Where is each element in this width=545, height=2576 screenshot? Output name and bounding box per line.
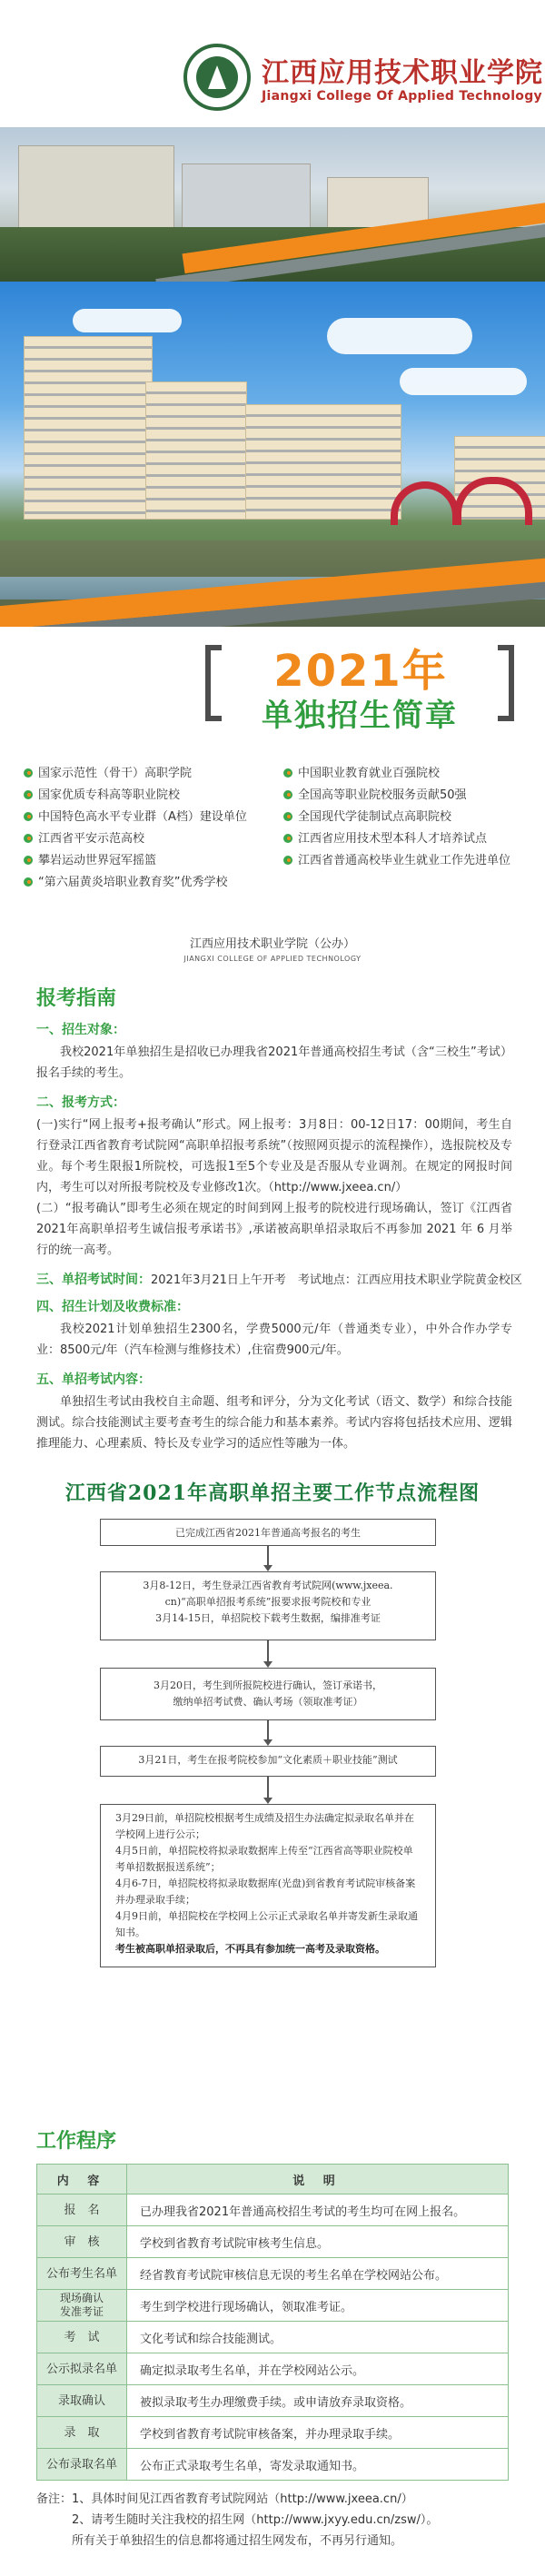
bullet-icon [24,812,33,821]
honor-item: 国家示范性（骨干）高职学院 [24,763,192,780]
table-header-desc: 说 明 [127,2165,509,2195]
guide-paragraph: 我校2021年单独招生是招收已办理我省2021年普通高校招生考试（含“三校生”考试）报名手续的考生。 [36,1045,512,1080]
honor-item: 江西省普通高校毕业生就业工作先进单位 [283,850,510,867]
table-row: 考 试 文化考试和综合技能测试。 [37,2322,509,2353]
flow-arrow [267,1546,269,1570]
table-row: 录 取 学校到省教育考试院审核备案，并办理录取手续。 [37,2417,509,2449]
guide-paragraph: 我校2021计划单独招生2300名，学费5000元/年（普通类专业），中外合作办学专业：8500元/年（汽车检测与维修技术）,住宿费900元/年。 [36,1323,512,1357]
bullet-icon [24,768,33,778]
guide-paragraph: 单独招生考试由我校自主命题、组考和评分，分为文化考试（语文、数学）和综合技能测试。综合技能测试主要考查考生的综合能力和基本素养。考试内容将包括技术应用、逻辑推理能力、心理素质、特长及专业学习的适应性等融为一体。 [36,1395,512,1451]
honor-item: 国家优质专科高等职业院校 [24,785,180,802]
publisher [0,917,545,972]
bullet-icon [24,790,33,799]
bullet-icon [283,856,292,865]
honor-item: 江西省应用技术型本科人才培养试点 [283,828,487,846]
table-header-row [37,2165,509,2195]
publisher-en: JIANGXI COLLEGE OF APPLIED TECHNOLOGY [183,955,362,963]
honor-item: 全国现代学徒制试点高职院校 [283,807,451,824]
table-row: 公示拟录名单 确定拟录取考生名单，并在学校网站公示。 [37,2353,509,2385]
bullet-icon [283,768,292,778]
campus-photo-main [0,282,545,627]
guide-section-heading: 三、单招考试时间：2021年3月21日上午开考 考试地点：江西应用技术职业学院黄金校区 [36,1273,522,1287]
table-row: 审 核 学校到省教育考试院审核考生信息。 [37,2226,509,2258]
table-row: 公布考生名单 经省教育考试院审核信息无误的考生名单在学校网站公布。 [37,2258,509,2290]
guide-paragraph: (二）“报考确认”即考生必须在规定的时间到网上报考的院校进行现场确认，签订《江西省 2021年高职单招考生诚信报考承诺书》,承诺被高职单招录取后不再参加 2021 年 6 月举行的统一高考。 [36,1202,512,1257]
title-year: 2021年 [273,646,448,697]
school-logo [183,44,251,111]
header [0,0,545,127]
bullet-icon [24,856,33,865]
flow-arrow [267,1777,269,1802]
flow-node-admission: 3月29日前，单招院校根据考生成绩及招生办法确定拟录取名单并在学校网上进行公示； 4月5日前，单招院校将拟录取数据库上传至“江西省高等职业院校单考单招数据报送系统”； 4月6-7日，单招院校将拟录取数据库(光盘)到省教育考试院审核备案并办理录取手续； 4月9日前，单招院校在学校网上公示正式录取名单并寄发新生录取通知书。 考生被高职单招录取后，不再具有参加统一高考及录取资格。 [100,1804,436,1967]
application-guide [0,972,545,1454]
table-row: 录取确认 被拟录取考生办理缴费手续。或申请放弃录取资格。 [37,2385,509,2417]
guide-section-heading: 一、招生对象： [36,1023,125,1037]
publisher-cn: 江西应用技术职业学院（公办） [189,937,355,951]
table-row: 报 名 已办理我省2021年普通高校招生考试的考生均可在网上报名。 [37,2195,509,2226]
flow-arrow [267,1640,269,1666]
note-line: 2、请考生随时关注我校的招生网（http://www.jxyy.edu.cn/zsw/）。 [36,2513,439,2527]
title-bracket-left [205,645,222,721]
guide-section-heading: 五、单招考试内容： [36,1372,151,1387]
guide-section-heading: 四、招生计划及收费标准： [36,1300,189,1314]
bullet-icon [283,790,292,799]
campus-photo-top [0,127,545,282]
exam-time-text: 2021年3月21日上午开考 考试地点：江西应用技术职业学院黄金校区 [151,1273,522,1287]
table-row: 现场确认 发准考证 考生到学校进行现场确认，领取准考证。 [37,2290,509,2322]
flow-node-exam: 3月21日，考生在报考院校参加“文化素质＋职业技能”测试 [100,1746,436,1777]
guide-paragraph: (一)实行“网上报考+报考确认”形式。网上报考：3月8日：00-12日17：00期间，考生自行登录江西省教育考试院网“高职单招报考系统”（按照网页提示的流程操作），选报院校及专业。每个考生限报1所院校，可选报1至5个专业及是否服从专业调剂。在规定的网报时间内，考生可以对所报考院校及专业修改1次。（http://www.jxeea.cn/） [36,1118,512,1194]
bullet-icon [283,812,292,821]
honor-item: 江西省平安示范高校 [24,828,144,846]
school-name-cn: 江西应用技术职业学院 [262,57,543,89]
procedure-title: 工作程序 [36,2130,117,2153]
school-name-en: Jiangxi College Of Applied Technology [262,89,542,104]
note-line: 备注：1、具体时间见江西省教育考试院网站（http://www.jxeea.cn/） [36,2492,413,2506]
flow-node-online-apply: 3月8-12日，考生登录江西省教育考试院网(www.jxeea. cn)“高职单招报考系统”报要求报考院校和专业 3月14-15日，单招院校下载考生数据，编排准考证 [100,1571,436,1640]
flow-node-confirm: 3月20日，考生到所报院校进行确认，签订承诺书， 缴纳单招考试费、确认考场（领取准考证） [100,1668,436,1720]
honor-item: 攀岩运动世界冠军摇篮 [24,850,156,867]
honors-list [0,763,545,917]
brochure-title [0,627,545,763]
title-subtitle: 单独招生简章 [262,698,458,734]
title-bracket-right [498,645,514,721]
guide-section-heading: 二、报考方式： [36,1095,125,1110]
table-row: 公布录取名单 公布正式录取考生名单，寄发录取通知书。 [37,2449,509,2481]
flowchart-title: 江西省2021年高职单招主要工作节点流程图 [64,1481,481,1505]
note-line: 所有关于单独招生的信息都将通过招生网发布，不再另行通知。 [36,2534,403,2548]
flow-arrow [267,1720,269,1744]
honor-item: 全国高等职业院校服务贡献50强 [283,785,467,802]
procedure-table [36,2164,509,2481]
honor-item: 中国特色高水平专业群（A档）建设单位 [24,807,247,824]
honor-item: 中国职业教育就业百强院校 [283,763,440,780]
flowchart [0,1506,545,2142]
work-procedure [0,2125,545,2576]
guide-title: 报考指南 [36,987,117,1010]
bullet-icon [24,834,33,843]
notes [36,2489,527,2551]
bullet-icon [283,834,292,843]
flow-node-registered: 已完成江西省2021年普通高考报名的考生 [100,1519,436,1546]
bullet-icon [24,877,33,887]
table-header-content: 内 容 [37,2165,127,2195]
honor-item: “第六届黄炎培职业教育奖”优秀学校 [24,872,227,889]
